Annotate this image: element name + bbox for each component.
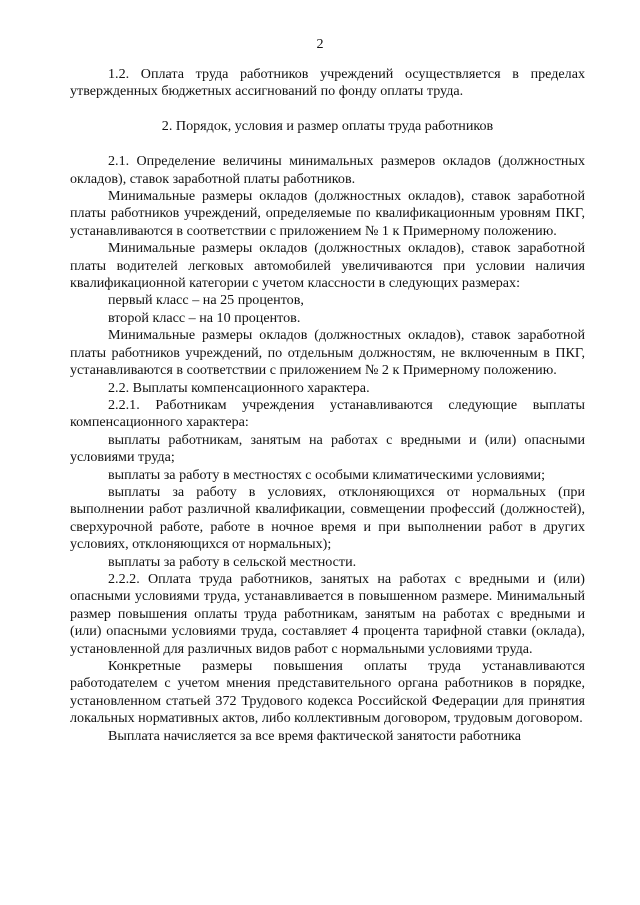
list-item-abnormal-conditions: выплаты за работу в условиях, отклоняющихся от нормальных (при выполнении работ различной квалификации, совмещении профессий (должностей), сверхурочной работе, работе в ночное время и при выполнении работ в других условиях, отклоняющихся от нормальных); xyxy=(70,483,585,553)
document-body xyxy=(70,66,585,745)
paragraph-payment-accrual: Выплата начисляется за все время фактической занятости работника xyxy=(108,727,522,744)
paragraph-2-2-2: 2.2.2. Оплата труда работников, занятых на работах с вредными и (или) опасными условиями труда, устанавливается в повышенном размере. Минимальный размер повышения оплаты труда работникам, занятым на работах с вредными и (или) опасными условиями труда, составляет 4 процента тарифной ставки (оклада), установленной для различных видов работ с нормальными условиями труда. xyxy=(70,570,585,657)
list-item-climatic-conditions: выплаты за работу в местностях с особыми климатическими условиями; xyxy=(108,466,546,483)
page-number: 2 xyxy=(316,36,324,52)
paragraph-min-salary-pkg: Минимальные размеры окладов (должностных окладов), ставок заработной платы работников учреждений, определяемые по квалификационным уровням ПКГ, устанавливаются в соответствии с приложением № 1 к Примерному положению. xyxy=(70,188,585,239)
paragraph-non-pkg-positions: Минимальные размеры окладов (должностных окладов), ставок заработной платы работников учреждений, по отдельным должностям, не включенным в ПКГ, устанавливаются в соответствии с приложением № 2 к Примерному положению. xyxy=(70,327,585,379)
section-heading-2: 2. Порядок, условия и размер оплаты труда работников xyxy=(161,117,494,134)
paragraph-2-2-1: 2.2.1. Работникам учреждения устанавливаются следующие выплаты компенсационного характера: xyxy=(70,396,585,431)
paragraph-2-2: 2.2. Выплаты компенсационного характера. xyxy=(108,379,370,396)
list-item-harmful-conditions: выплаты работникам, занятым на работах с вредными и (или) опасными условиями труда; xyxy=(70,431,585,466)
list-item-second-class: второй класс – на 10 процентов. xyxy=(108,309,301,326)
paragraph-drivers-salary: Минимальные размеры окладов (должностных окладов), ставок заработной платы водителей легковых автомобилей увеличиваются при условии наличия квалификационной категории с учетом классности в следующих размерах: xyxy=(70,240,585,292)
list-item-rural-work: выплаты за работу в сельской местности. xyxy=(108,553,357,570)
paragraph-specific-increase: Конкретные размеры повышения оплаты труда устанавливаются работодателем с учетом мнения представительного органа работников в порядке, установленном статьей 372 Трудового кодекса Российской Федерации для принятия локальных нормативных актов, либо коллективным договором, трудовым договором. xyxy=(70,658,585,727)
paragraph-2-1: 2.1. Определение величины минимальных размеров окладов (должностных окладов), ставок заработной платы работников. xyxy=(70,153,585,187)
list-item-first-class: первый класс – на 25 процентов, xyxy=(108,292,304,309)
paragraph-1-2: 1.2. Оплата труда работников учреждений осуществляется в пределах утвержденных бюджетных ассигнований по фонду оплаты труда. xyxy=(70,66,585,100)
